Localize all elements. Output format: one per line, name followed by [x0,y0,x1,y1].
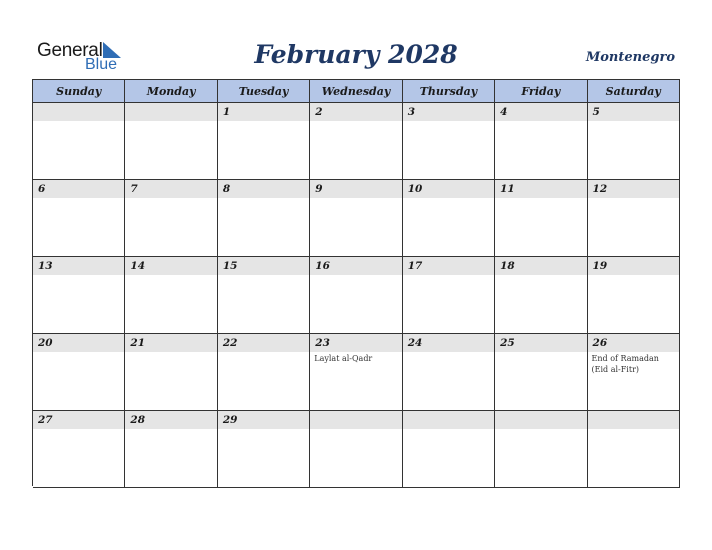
day-cell [125,334,217,411]
weekday-header: Monday [125,80,217,103]
date-number: 28 [130,414,146,426]
weekday-header: Saturday [588,80,680,103]
date-number: 24 [407,337,423,349]
date-number: 27 [38,414,53,426]
day-cell [33,257,125,334]
weekday-header-row [33,80,680,103]
date-number: 16 [315,260,330,272]
weekday-header: Sunday [33,80,125,103]
day-cell [588,180,680,257]
date-number: 9 [315,183,323,195]
date-number: 6 [38,183,46,195]
day-cell [218,334,310,411]
week-row [33,334,680,411]
day-cell [310,334,402,411]
day-cell [33,411,125,488]
date-number: 8 [222,183,231,195]
date-number: 2 [315,106,323,118]
day-cell [403,334,495,411]
day-cell [218,411,310,488]
day-cell [403,257,495,334]
day-cell [125,411,217,488]
day-cell [588,334,680,411]
logo-text-blue: Blue [85,56,118,73]
day-cell [495,180,587,257]
holiday-label: Laylat al-Qadr [314,354,373,363]
date-number: 11 [500,183,515,195]
date-number: 17 [407,260,423,272]
date-number: 4 [500,106,508,118]
day-cell [495,411,587,488]
date-number: 20 [38,337,53,349]
day-cell [33,103,125,180]
date-number: 3 [407,106,415,118]
day-cell [588,411,680,488]
date-number: 15 [222,260,238,272]
day-cell [218,103,310,180]
day-cell [218,257,310,334]
date-number: 14 [130,260,146,272]
weekday-header: Wednesday [310,80,402,103]
date-number: 12 [592,183,608,195]
date-number: 18 [500,260,515,272]
date-number: 13 [38,260,53,272]
logo-text-general: General [37,40,103,61]
day-cell [218,180,310,257]
calendar-title: February 2028 [254,40,458,69]
date-number: 21 [130,337,146,349]
week-row [33,257,680,334]
country-label: Montenegro [585,50,675,65]
date-number: 10 [407,183,423,195]
day-cell [403,103,495,180]
date-number: 26 [592,337,608,349]
weekday-header: Friday [495,80,587,103]
date-number: 19 [592,260,608,272]
day-cell [588,103,680,180]
day-cell [310,180,402,257]
date-number: 29 [222,414,238,426]
week-row [33,411,680,488]
day-cell [125,103,217,180]
week-row [33,180,680,257]
day-cell [125,180,217,257]
day-cell [403,411,495,488]
day-cell [403,180,495,257]
day-cell [125,257,217,334]
day-cell [310,103,402,180]
day-cell [33,180,125,257]
day-cell [310,411,402,488]
week-row [33,103,680,180]
day-cell [310,257,402,334]
calendar-grid [32,79,680,486]
holiday-label: End of Ramadan (Eid al-Fitr) [591,354,659,374]
day-cell [495,257,587,334]
day-cell [495,103,587,180]
date-number: 5 [592,106,600,118]
date-number: 22 [222,337,238,349]
date-number: 1 [222,106,231,118]
date-number: 25 [500,337,515,349]
weekday-header: Tuesday [218,80,310,103]
day-cell [33,334,125,411]
day-cell [588,257,680,334]
weekday-header: Thursday [403,80,495,103]
day-cell [495,334,587,411]
date-number: 7 [130,183,138,195]
date-number: 23 [315,337,330,349]
